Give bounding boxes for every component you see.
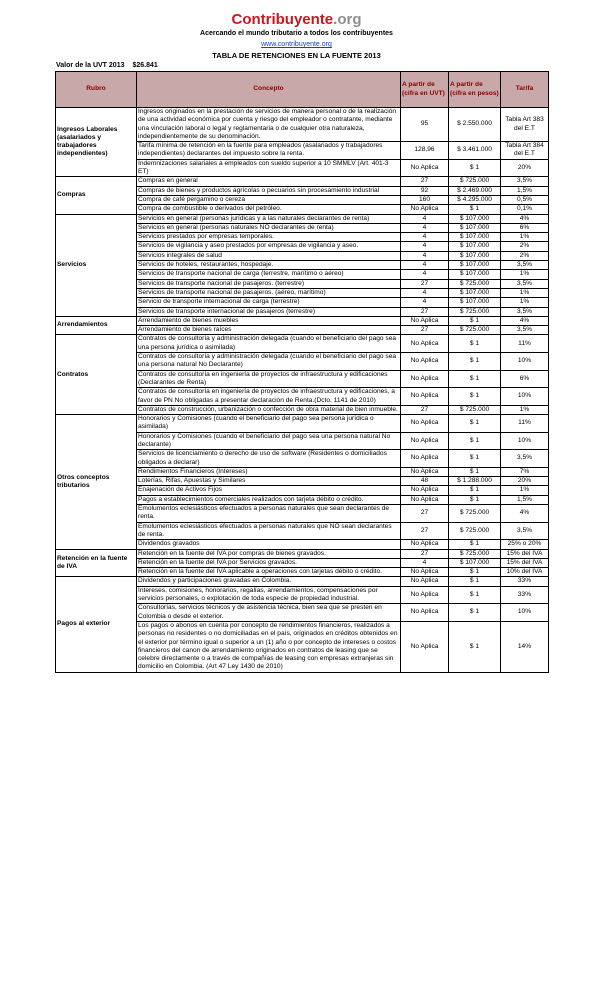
pesos-cell: $ 107.000 [449,251,501,260]
concepto-cell: Dividendos gravados [137,540,401,549]
table-row [56,214,549,223]
uvt-cell: No Aplica [401,450,449,468]
concepto-cell: Retención en la fuente del IVA por compras de bienes gravados. [137,549,401,558]
pesos-cell: $ 1 [449,577,501,586]
tarifa-cell: 3,5% [501,177,549,186]
uvt-cell: No Aplica [401,586,449,604]
tarifa-cell: 2% [501,251,549,260]
concepto-cell: Pagos a establecimientos comerciales realizados con tarjeta débito o crédito. [137,495,401,504]
tarifa-cell: 1,5% [501,186,549,195]
uvt-cell: 27 [401,405,449,414]
rubro-cell: Contratos [56,335,137,415]
tarifa-cell: 4% [501,214,549,223]
pesos-cell: $ 1 [449,370,501,388]
concepto-cell: Consultorías, servicios técnicos y de asistencia técnica, bien sea que se presten en Colombia o desde el exterior. [137,604,401,622]
uvt-cell: No Aplica [401,621,449,672]
table-body [56,108,549,673]
concepto-cell: Servicios de transporte nacional de carga (terrestre, marítimo o aéreo) [137,270,401,279]
uvt-cell: 48 [401,477,449,486]
table-row [56,108,549,142]
tarifa-cell: Tabla Art 384 del E.T [501,142,549,160]
tarifa-cell: 15% del IVA [501,558,549,567]
tarifa-cell: 33% [501,586,549,604]
uvt-cell: 92 [401,186,449,195]
uvt-cell: No Aplica [401,388,449,406]
concepto-cell: Ingresos originados en la prestación de servicios de manera personal o de la realización de una actividad económica por cuenta y riesgo del empleador o contratante, mediante una vinculación laboral o legal y reglamentaria o de cualquier otra naturaleza, independientemente de su denominación. [137,108,401,142]
uvt-cell: No Aplica [401,316,449,325]
pesos-cell: $ 1 [449,467,501,476]
pesos-cell: $ 3.461.000 [449,142,501,160]
concepto-cell: Loterías, Rifas, Apuestas y Similares [137,477,401,486]
concepto-cell: Contratos de consultoría y administración delegada (cuando el beneficiario del pago sea una persona natural No Declarante) [137,353,401,371]
pesos-cell: $ 107.000 [449,288,501,297]
concepto-cell: Compras de bienes y productos agrícolas o pecuarios sin procesamiento industrial [137,186,401,195]
uvt-cell: 27 [401,326,449,335]
concepto-cell: Retención en la fuente del IVA aplicable a operaciones con tarjetas débito o crédito. [137,568,401,577]
tarifa-cell: 3,5% [501,522,549,540]
tarifa-cell: 1% [501,486,549,495]
rubro-cell: Pagos al exterior [56,577,137,672]
concepto-cell: Compra de café pergamino o cereza [137,195,401,204]
concepto-cell: Arrendamiento de bienes muebles [137,316,401,325]
uvt-cell: No Aplica [401,604,449,622]
pesos-cell: $ 1 [449,586,501,604]
table-header-row [56,72,549,108]
uvt-cell: No Aplica [401,353,449,371]
tarifa-cell: 1% [501,233,549,242]
pesos-cell: $ 725.000 [449,326,501,335]
concepto-cell: Servicios prestados por empresas temporales. [137,233,401,242]
tarifa-cell: 15% del IVA [501,549,549,558]
pesos-cell: $ 1 [449,388,501,406]
rubro-cell: Otros conceptos tributarios [56,415,137,549]
concepto-cell: Servicios en general (personas naturales NO declarantes de renta) [137,223,401,232]
uvt-cell: 27 [401,177,449,186]
uvt-cell: 4 [401,223,449,232]
tarifa-cell: 0,5% [501,195,549,204]
uvt-cell: No Aplica [401,568,449,577]
pesos-cell: $ 725.000 [449,549,501,558]
pesos-cell: $ 107.000 [449,261,501,270]
concepto-cell: Rendimientos Financieros (Intereses) [137,467,401,476]
uvt-cell: No Aplica [401,432,449,450]
brand-name: Contribuyente [231,11,334,28]
uvt-cell: No Aplica [401,335,449,353]
concepto-cell: Servicios de hoteles, restaurantes, hospedaje. [137,261,401,270]
uvt-cell: 4 [401,270,449,279]
concepto-cell: Servicios de vigilancia y aseo prestados por empresas de vigilancia y aseo. [137,242,401,251]
uvt-cell: No Aplica [401,486,449,495]
tarifa-cell: 1% [501,298,549,307]
pesos-cell: $ 107.000 [449,214,501,223]
tarifa-cell: 7% [501,467,549,476]
tarifa-cell: Tabla Art 383 del E.T [501,108,549,142]
tarifa-cell: 33% [501,577,549,586]
concepto-cell: Compra de combustible o derivados del petróleo. [137,205,401,214]
tarifa-cell: 6% [501,223,549,232]
table-row [56,316,549,325]
tarifa-cell: 1% [501,405,549,414]
tarifa-cell: 10% [501,604,549,622]
pesos-cell: $ 1 [449,205,501,214]
tarifa-cell: 10% [501,388,549,406]
concepto-cell: Emolumentos eclesiásticos efectuados a personas naturales que NO sean declarantes de renta. [137,522,401,540]
concepto-cell: Contratos de consultoría en ingeniería de proyectos de infraestructura y edificaciones (Declarantes de Renta) [137,370,401,388]
uvt-cell: 27 [401,505,449,523]
uvt-value: $26.841 [132,62,158,69]
concepto-cell: Compras en general [137,177,401,186]
tarifa-cell: 1,5% [501,495,549,504]
tarifa-cell: 3,5% [501,279,549,288]
tarifa-cell: 11% [501,335,549,353]
concepto-cell: Tarifa mínima de retención en la fuente para empleados (asalariados y trabajadores independientes) declarantes del impuesto sobre la renta. [137,142,401,160]
header-pesos: A partir de (cifra en pesos) [449,72,501,108]
uvt-cell: 27 [401,279,449,288]
pesos-cell: $ 1 [449,568,501,577]
header-tarifa: Tarifa [501,72,549,108]
pesos-cell: $ 1 [449,335,501,353]
tarifa-cell: 10% del IVA [501,568,549,577]
uvt-cell: 27 [401,307,449,316]
tarifa-cell: 4% [501,505,549,523]
rubro-cell: Servicios [56,214,137,316]
uvt-cell: 160 [401,195,449,204]
pesos-cell: $ 1 [449,450,501,468]
tarifa-cell: 10% [501,353,549,371]
tarifa-cell: 11% [501,415,549,433]
tarifa-cell: 20% [501,477,549,486]
uvt-cell: 4 [401,298,449,307]
pesos-cell: $ 2.469.000 [449,186,501,195]
header-rubro: Rubro [56,72,137,108]
pesos-cell: $ 725.000 [449,307,501,316]
rubro-cell: Arrendamientos [56,316,137,335]
tarifa-cell: 20% [501,159,549,177]
uvt-cell: No Aplica [401,577,449,586]
pesos-cell: $ 725.000 [449,522,501,540]
tarifa-cell: 10% [501,432,549,450]
concepto-cell: Enajenación de Activos Fijos [137,486,401,495]
tarifa-cell: 4% [501,316,549,325]
pesos-cell: $ 725.000 [449,177,501,186]
concepto-cell: Servicios de licenciamiento o derecho de uso de software (Residentes o domiciliados obligados a declarar) [137,450,401,468]
pesos-cell: $ 2.550.000 [449,108,501,142]
concepto-cell: Emolumentos eclesiásticos efectuados a personas naturales que sean declarantes de renta. [137,505,401,523]
pesos-cell: $ 1 [449,415,501,433]
concepto-cell: Arrendamiento de bienes raíces [137,326,401,335]
pesos-cell: $ 107.000 [449,233,501,242]
pesos-cell: $ 1 [449,495,501,504]
brand-logo [0,11,593,28]
pesos-cell: $ 1 [449,604,501,622]
uvt-cell: No Aplica [401,205,449,214]
concepto-cell: Servicios de transporte nacional de pasajeros. (terrestre) [137,279,401,288]
pesos-cell: $ 1 [449,486,501,495]
site-link[interactable]: www.contribuyente.org [261,41,332,48]
uvt-cell: No Aplica [401,159,449,177]
concepto-cell: Intereses, comisiones, honorarios, regalías, arrendamientos, compensaciones por servicios personales, o explotación de toda especie de propiedad industrial. [137,586,401,604]
page-title: TABLA DE RETENCIONES EN LA FUENTE 2013 [212,51,381,60]
concepto-cell: Servicio de transporte internacional de carga (terrestre) [137,298,401,307]
uvt-cell: 95 [401,108,449,142]
concepto-cell: Servicios en general (personas jurídicas y a las naturales declarantes de renta) [137,214,401,223]
concepto-cell: Honorarios y Comisiones (cuando el beneficiario del pago sea una persona natural No declarante) [137,432,401,450]
concepto-cell: Servicios integrales de salud [137,251,401,260]
pesos-cell: $ 107.000 [449,242,501,251]
tarifa-cell: 2% [501,242,549,251]
table-row [56,549,549,558]
retention-table [55,71,549,673]
header-concepto: Concepto [137,72,401,108]
pesos-cell: $ 1 [449,353,501,371]
uvt-cell: 4 [401,261,449,270]
pesos-cell: $ 725.000 [449,505,501,523]
pesos-cell: $ 107.000 [449,298,501,307]
tarifa-cell: 14% [501,621,549,672]
concepto-cell: Contratos de consultoría y administración delegada (cuando el beneficiario del pago sea una persona jurídica o asimilada) [137,335,401,353]
table-row [56,177,549,186]
pesos-cell: $ 1 [449,621,501,672]
uvt-cell: 27 [401,522,449,540]
pesos-cell: $ 1 [449,540,501,549]
tarifa-cell: 3,5% [501,261,549,270]
concepto-cell: Contratos de construcción, urbanización o confección de obra material de bien inmueble. [137,405,401,414]
tarifa-cell: 3,5% [501,307,549,316]
tarifa-cell: 25% o 20% [501,540,549,549]
uvt-value-line [56,62,158,69]
concepto-cell: Contratos de consultoría en ingeniería de proyectos de infraestructura y edificaciones, a favor de PN No obligadas a presentar declaración de Renta.(Dcto. 1141 de 2010) [137,388,401,406]
concepto-cell: Servicios de transporte nacional de pasajeros. (aéreo, marítimo) [137,288,401,297]
pesos-cell: $ 1 [449,316,501,325]
tarifa-cell: 3,5% [501,326,549,335]
uvt-cell: 4 [401,558,449,567]
concepto-cell: Dividendos y participaciones gravadas en Colombia. [137,577,401,586]
pesos-cell: $ 725.000 [449,405,501,414]
brand-tld: .org [333,11,362,28]
table-row [56,335,549,353]
table-row [56,415,549,433]
pesos-cell: $ 1.288.000 [449,477,501,486]
uvt-cell: 4 [401,242,449,251]
rubro-cell: Compras [56,177,137,214]
header-uvt: A partir de (cifra en UVT) [401,72,449,108]
concepto-cell: Retención en la fuente del IVA por Servicios gravados. [137,558,401,567]
tarifa-cell: 1% [501,288,549,297]
table-row [56,577,549,586]
uvt-cell: 4 [401,233,449,242]
pesos-cell: $ 107.000 [449,223,501,232]
uvt-cell: No Aplica [401,467,449,476]
uvt-cell: No Aplica [401,540,449,549]
concepto-cell: Indemnizaciones salariales a empleados con sueldo superior a 10 SMMLV (Art. 401-3 ET) [137,159,401,177]
tagline: Acercando el mundo tributario a todos los contribuyentes [200,30,393,37]
pesos-cell: $ 4.295.000 [449,195,501,204]
tarifa-cell: 1% [501,270,549,279]
uvt-cell: 128,96 [401,142,449,160]
pesos-cell: $ 725.000 [449,279,501,288]
tarifa-cell: 6% [501,370,549,388]
uvt-label: Valor de la UVT 2013 [56,62,125,69]
uvt-cell: 4 [401,251,449,260]
concepto-cell: Servicios de transporte internacional de pasajeros (terrestre) [137,307,401,316]
concepto-cell: Los pagos o abonos en cuenta por concepto de rendimientos financieros, realizados a personas no residentes o no domiciliadas en el país, originados en créditos obtenidos en el exterior por término igual o superior a un (1) año o por concepto de intereses o costos financieros del canon de arrendamiento originados en contratos de leasing que se celebre directamente o a través de compañías de leasing con empresas extranjeras sin domicilio en Colombia. (Art 47 Ley 1430 de 2010) [137,621,401,672]
tarifa-cell: 0,1% [501,205,549,214]
rubro-cell: Retención en la fuente de IVA [56,549,137,577]
rubro-cell: Ingresos Laborales (asalariados y trabajadores independientes) [56,108,137,177]
pesos-cell: $ 1 [449,432,501,450]
uvt-cell: No Aplica [401,370,449,388]
uvt-cell: 27 [401,549,449,558]
uvt-cell: 4 [401,214,449,223]
pesos-cell: $ 1 [449,159,501,177]
uvt-cell: 4 [401,288,449,297]
tarifa-cell: 3,5% [501,450,549,468]
uvt-cell: No Aplica [401,415,449,433]
uvt-cell: No Aplica [401,495,449,504]
concepto-cell: Honorarios y Comisiones (cuando el beneficiario del pago sea persona jurídica o asimilada) [137,415,401,433]
pesos-cell: $ 107.000 [449,558,501,567]
pesos-cell: $ 107.000 [449,270,501,279]
